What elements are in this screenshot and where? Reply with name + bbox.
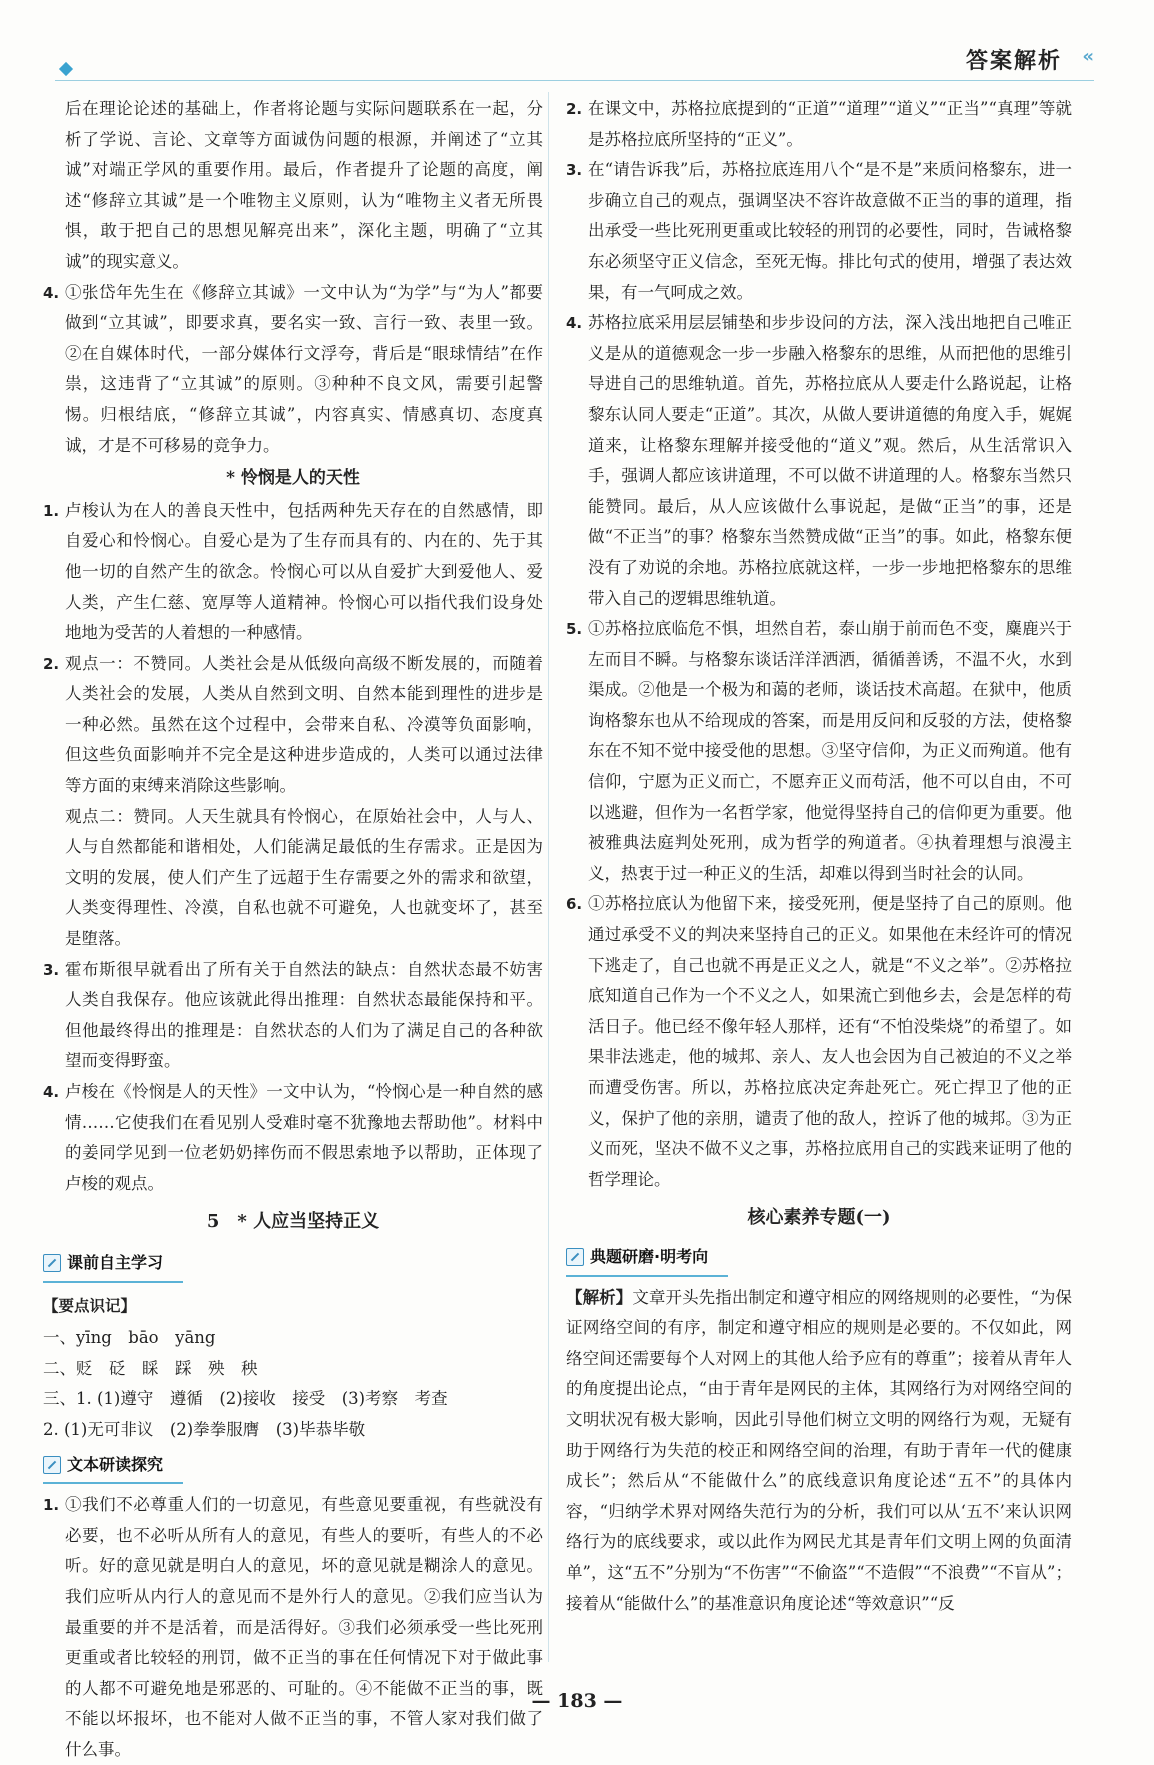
item-number: 6. bbox=[566, 895, 583, 914]
intro-paragraph: 后在理论论述的基础上，作者将论题与实际问题联系在一起，分析了学说、言论、文章等方面诚伪问题的根源，并阐述了“立其诚”对端正学风的重要作用。最后，作者提升了论题的高度，阐述“修辞立其诚”是一个唯物主义原则，认为“唯物主义者无所畏惧，敢于把自己的思想见解亮出来”，深化主题，明确了“立其诚”的现实意义。 bbox=[65, 99, 543, 271]
answer-item-r6 bbox=[566, 889, 1072, 1195]
answer-item-r4 bbox=[566, 308, 1072, 614]
item-text: ①我们不必尊重人们的一切意见，有些意见要重视，有些就没有必要，也不必听从所有人的意见，有些人的要听，有些人的不必听。好的意见就是明白人的意见，坏的意见就是糊涂人的意见。我们应听从内行人的意见而不是外行人的意见。②我们应当认为最重要的并不是活着，而是活得好。③我们必须承受一些比死刑更重或者比较轻的刑罚，做不正当的事在任何情况下对于做此事的人都不可避免地是邪恶的、可耻的。④不能做不正当的事，既不能以坏报坏，也不能对人做不正当的事，不管人家对我们做了什么事。 bbox=[65, 1495, 543, 1759]
answer-item-1 bbox=[43, 496, 543, 649]
item-number: 4. bbox=[566, 314, 583, 333]
answer-item-2 bbox=[43, 649, 543, 955]
page-number: — 183 — bbox=[531, 1690, 623, 1712]
item-text: 在“请告诉我”后，苏格拉底连用八个“是不是”来质问格黎东，进一步确立自己的观点，强调坚决不容许故意做不正当的事的道理，指出承受一些比死刑更重或比较轻的刑罚的必要性，同时，告诫格黎东必须坚守正义信念，至死无悔。排比句式的使用，增强了表达效果，有一气呵成之效。 bbox=[588, 160, 1072, 302]
answer-item-4 bbox=[43, 278, 543, 462]
item-text: 苏格拉底采用层层铺垫和步步设问的方法，深入浅出地把自己唯正义是从的道德观念一步一步融入格黎东的思维，从而把他的思维引导进自己的思维轨道。首先，苏格拉底从人要走什么路说起，让格黎东认同人要走“正道”。其次，从做人要讲道德的角度入手，娓娓道来，让格黎东理解并接受他的“道义”观。然后，从生活常识入手，强调人都应该讲道理，不可以做不讲道理的人。格黎东当然只能赞同。最后，从人应该做什么事说起，是做“正当”的事，还是做“不正当”的事？格黎东当然赞成做“正当”的事。如此，格黎东便没有了劝说的余地。苏格拉底就这样，一步一步地把格黎东的思维带入自己的逻辑思维轨道。 bbox=[588, 313, 1072, 608]
key-point-line: 2. (1)无可非议 (2)拳拳服膺 (3)毕恭毕敬 bbox=[43, 1419, 366, 1439]
item-number: 1. bbox=[43, 1496, 60, 1515]
diamond-icon bbox=[59, 62, 73, 76]
key-points-heading: 【要点识记】 bbox=[43, 1296, 137, 1315]
right-column bbox=[566, 94, 1072, 1619]
chevron-left-icon: « bbox=[1082, 46, 1094, 67]
item-text: ①苏格拉底认为他留下来，接受死刑，便是坚持了自己的原则。他通过承受不义的判决来坚持自己的正义。如果他在未经许可的情况下逃走了，自己也就不再是正义之人，就是“不义之举”。②苏格拉底知道自己作为一个不义之人，如果流亡到他乡去，会是怎样的苟活日子。他已经不像年轻人那样，还有“不怕没柴烧”的希望了。如果非法逃走，他的城邦、亲人、友人也会因为自己被迫的不义之举而遭受伤害。所以，苏格拉底决定奔赴死亡。死亡捍卫了他的正义，保护了他的亲朋，谴责了他的敌人，控诉了他的城邦。③为正义而死，坚决不做不义之事，苏格拉底用自己的实践来证明了他的哲学理论。 bbox=[588, 894, 1072, 1189]
key-point-line: 二、贬 砭 睬 踩 殃 秧 bbox=[43, 1358, 258, 1378]
pencil-icon bbox=[566, 1248, 584, 1266]
answer-item-3 bbox=[43, 955, 543, 1077]
analysis-paragraph bbox=[566, 1283, 1072, 1620]
item-number: 5. bbox=[566, 620, 583, 639]
chapter-title: 5 * 人应当坚持正义 bbox=[206, 1211, 380, 1233]
item-text: ①苏格拉底临危不惧，坦然自若，泰山崩于前而色不变，麋鹿兴于左而目不瞬。与格黎东谈话洋洋洒洒，循循善诱，不温不火，水到渠成。②他是一个极为和蔼的老师，谈话技术高超。在狱中，他质询格黎东也从不给现成的答案，而是用反问和反驳的方法，使格黎东在不知不觉中接受他的思想。③坚守信仰，为正义而殉道。他有信仰，宁愿为正义而亡，不愿弃正义而苟活，他不可以自由，不可以逃避，但作为一名哲学家，他觉得坚持自己的信仰更为重要。他被雅典法庭判处死刑，成为哲学的殉道者。④执着理想与浪漫主义，热衷于过一种正义的生活，却难以得到当时社会的认同。 bbox=[588, 619, 1072, 883]
item-text: 卢梭认为在人的善良天性中，包括两种先天存在的自然感情，即自爱心和怜悯心。自爱心是为了生存而具有的、内在的、先于其他一切的自然产生的欲念。怜悯心可以从自爱扩大到爱他人、爱人类，产生仁慈、宽厚等人道精神。怜悯心可以指代我们设身处地地为受苦的人着想的一种感情。 bbox=[65, 500, 543, 643]
exam-label: 典题研磨·明考向 bbox=[590, 1246, 709, 1266]
item-text: 在课文中，苏格拉底提到的“正道”“道理”“道义”“正当”“真理”等就是苏格拉底所坚持的“正义”。 bbox=[588, 99, 1072, 149]
item-number: 2. bbox=[43, 654, 60, 673]
answer-item-r5 bbox=[566, 614, 1072, 889]
item-number: 3. bbox=[43, 960, 60, 979]
item-text: 霍布斯很早就看出了所有关于自然法的缺点：自然状态最不妨害人类自我保存。他应该就此得出推理：自然状态最能保持和平。但他最终得出的推理是：自然状态的人们为了满足自己的各种欲望而变得野蛮。 bbox=[65, 959, 543, 1071]
key-point-line: 一、yīng bāo yāng bbox=[43, 1328, 216, 1348]
pencil-icon bbox=[43, 1254, 61, 1272]
analysis-head: 【解析】 bbox=[566, 1287, 633, 1307]
pencil-icon bbox=[43, 1456, 61, 1474]
pre-study-label: 课前自主学习 bbox=[67, 1252, 164, 1272]
item-number: 4. bbox=[43, 1083, 60, 1101]
item-number: 4. bbox=[43, 283, 60, 302]
section-title: * 怜悯是人的天性 bbox=[226, 468, 360, 489]
page-header bbox=[55, 36, 1094, 81]
left-column bbox=[43, 94, 543, 1765]
key-point-line: 三、1. (1)遵守 遵循 (2)接收 接受 (3)考察 考查 bbox=[43, 1389, 448, 1409]
item-text: ①张岱年先生在《修辞立其诚》一文中认为“为学”与“为人”都要做到“立其诚”，即要求真，要名实一致、言行一致、表里一致。②在自媒体时代，一部分媒体行文浮夸，背后是“眼球情结”在作祟，这违背了“立其诚”的原则。③种种不良文风，需要引起警惕。归根结底，“修辞立其诚”，内容真实、情感真切、态度真诚，才是不可移易的竞争力。 bbox=[65, 282, 543, 455]
header-title: 答案解析 bbox=[965, 49, 1062, 74]
item-text: 观点一：不赞同。人类社会是从低级向高级不断发展的，而随着人类社会的发展，人类从自然到文明、自然本能到理性的进步是一种必然。虽然在这个过程中，会带来自私、冷漠等负面影响，但这些负面影响并不完全是这种进步造成的，人类可以通过法律等方面的束缚来消除这些影响。 bbox=[65, 653, 543, 796]
item-text: 卢梭在《怜悯是人的天性》一文中认为，“怜悯心是一种自然的感情……它使我们在看见别人受难时毫不犹豫地去帮助他”。材料中的姜同学见到一位老奶奶摔伤而不假思索地予以帮助，正体现了卢梭的观点。 bbox=[65, 1082, 543, 1193]
pre-study-heading bbox=[43, 1248, 183, 1283]
item-text-2: 观点二：赞同。人天生就具有怜悯心，在原始社会中，人与人、人与自然都能和谐相处，人们能满足最低的生存需求。正是因为文明的发展，使人们产生了远超于生存需要之外的需求和欲望，人类变得理性、冷漠，自私也就不可避免，人也就变坏了，甚至是堕落。 bbox=[65, 806, 543, 949]
text-study-label: 文本研读探究 bbox=[67, 1454, 164, 1474]
answer-item-r3 bbox=[566, 155, 1072, 308]
item-number: 3. bbox=[566, 161, 583, 180]
core-topic-title: 核心素养专题(一) bbox=[747, 1207, 891, 1229]
answer-item-t1 bbox=[43, 1490, 543, 1765]
answer-item-r2 bbox=[566, 94, 1072, 155]
item-number: 2. bbox=[566, 100, 583, 118]
answer-item-4b bbox=[43, 1077, 543, 1199]
column-divider bbox=[548, 92, 549, 1662]
text-study-heading bbox=[43, 1450, 183, 1485]
exam-heading bbox=[566, 1242, 728, 1277]
item-number: 1. bbox=[43, 501, 60, 520]
analysis-text: 文章开头先指出制定和遵守相应的网络规则的必要性，“为保证网络空间的有序，制定和遵守相应的规则是必要的。不仅如此，网络空间还需要每个人对网上的其他人给予应有的尊重”；接着从青年人的角度提出论点，“由于青年是网民的主体，其网络行为对网络空间的文明状况有极大影响，因此引导他们树立文明的网络行为观，无疑有助于网络行为失范的校正和网络空间的治理，有助于青年一代的健康成长”；然后从“不能做什么”的底线意识角度论述“五不”的具体内容，“归纳学术界对网络失范行为的分析，我们可以从‘五不’来认识网络行为的底线要求，或以此作为网民尤其是青年们文明上网的负面清单”，这“五不”分别为“不伤害”“不偷盗”“不造假”“不浪费”“不盲从”；接着从“能做什么”的基准意识角度论述“等效意识”“反 bbox=[566, 1287, 1072, 1613]
